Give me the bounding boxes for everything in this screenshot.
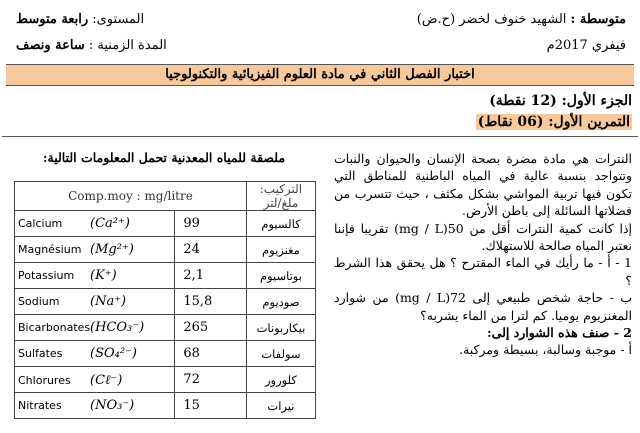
table-row (15, 289, 316, 315)
ion-cell (15, 341, 175, 367)
ion-name: Calcium (18, 217, 63, 230)
ion-name: Sodium (18, 295, 60, 308)
ion-value: 15 (175, 393, 247, 419)
school-name: الشهيد خنوف لخضر (ح.ض) (416, 12, 567, 27)
part-one-heading: الجزء الأول: (12 نقطة) (489, 93, 632, 109)
ion-name: Chlorures (18, 373, 71, 387)
ion-cell (15, 315, 175, 341)
ion-arabic-name: مغنزيوم (246, 237, 315, 263)
exercise-one-heading: التمرين الأول: (06 نقاط) (477, 114, 630, 130)
ion-value: 99 (175, 211, 247, 237)
ion-name: Bicarbonates (18, 321, 91, 334)
question: أ - موجبة وسالبة، بسيطة ومركبة. (459, 342, 632, 358)
ion-value: 265 (175, 315, 247, 341)
ion-formula: (HCO₃⁻) (90, 320, 145, 335)
question: 1 - أ - ما رأيك في الماء المقترح ؟ هل يحقق هذا الشرط ؟ (334, 255, 632, 288)
table-header-row (15, 182, 316, 211)
table-row (15, 237, 316, 263)
ion-cell (15, 211, 175, 237)
level-line (16, 12, 144, 27)
ion-name: Sulfates (18, 347, 63, 360)
ion-formula: (Cℓ⁻) (90, 372, 123, 388)
ion-formula: (Mg²⁺) (90, 242, 134, 257)
table-row (15, 315, 316, 341)
ion-formula: (SO₄²⁻) (90, 346, 137, 361)
ion-formula: (Na⁺) (90, 294, 127, 309)
table-row (15, 341, 316, 367)
duration-value: ساعة ونصف (16, 38, 85, 53)
paragraph: النترات هي مادة مضرة بصحة الإنسان والحيوان والنبات وتتواجد بنسبة عالية في المياه الباطنية للمناطق التي تكون فيها تربية المواشي بشكل مكثف ، حيث تتسرب من فضلاتها السائلة إلى باطن الأرض. (334, 151, 632, 219)
divider (2, 136, 638, 137)
ion-value: 2,1 (175, 263, 247, 289)
ion-formula: (K⁺) (90, 268, 117, 283)
ion-arabic-name: كلورور (246, 367, 315, 393)
ion-name: Potassium (18, 269, 75, 282)
school-line (417, 12, 626, 27)
ion-formula: (NO₃⁻) (90, 398, 135, 413)
table-header-composition: Comp.moy : mg/litre (15, 182, 247, 211)
ion-cell (15, 263, 175, 289)
question: ب - حاجة شخص طبيعي إلى 72(mg / L) من شوارد المغنزيوم يوميا. كم لترا من الماء يشربه؟ (334, 290, 632, 323)
table-row (15, 393, 316, 419)
table-row (15, 367, 316, 393)
ion-arabic-name: نيرات (246, 393, 315, 419)
ion-arabic-name: كالسيوم (246, 211, 315, 237)
ion-cell (15, 289, 175, 315)
ion-arabic-name: بيكاربونات (246, 315, 315, 341)
table-caption: ملصقة للمياه المعدنية تحمل المعلومات التالية: (42, 150, 286, 165)
table-header-arabic: التركيب: ملغ/لتر (246, 182, 315, 211)
school-label: متوسطة : (570, 12, 626, 27)
ion-value: 24 (175, 237, 247, 263)
table-row (15, 211, 316, 237)
ion-arabic-name: بوتاسيوم (246, 263, 315, 289)
duration-label: المدة الزمنية : (88, 38, 167, 53)
duration-line (16, 38, 167, 53)
mineral-water-table (14, 181, 316, 419)
ion-formula: (Ca²⁺) (90, 216, 130, 231)
exam-date: فيفري 2017م (546, 38, 626, 53)
ion-value: 15,8 (175, 289, 247, 315)
question: 2 - صنف هذه الشوارد إلى: (487, 325, 632, 341)
exam-title: اختبار الفصل الثاني في مادة العلوم الفيزيائية والتكنولوجيا (6, 64, 634, 86)
ion-arabic-name: سولفات (246, 341, 315, 367)
ion-cell (15, 393, 175, 419)
ion-value: 68 (175, 341, 247, 367)
ion-name: Nitrates (18, 399, 62, 412)
exercise-text (334, 150, 632, 359)
ion-cell (15, 237, 175, 263)
level-value: رابعة متوسط (16, 12, 89, 27)
table-row (15, 263, 316, 289)
paragraph: إذا كانت كمية النترات أقل من 50(mg / L) تقريبا فإننا نعتبر المياه صالحة للاستهلاك. (334, 220, 632, 254)
ion-arabic-name: صوديوم (246, 289, 315, 315)
ion-value: 72 (175, 367, 247, 393)
ion-cell (15, 367, 175, 393)
ion-name: Magnésium (18, 243, 82, 256)
level-label: المستوى: (92, 12, 145, 27)
